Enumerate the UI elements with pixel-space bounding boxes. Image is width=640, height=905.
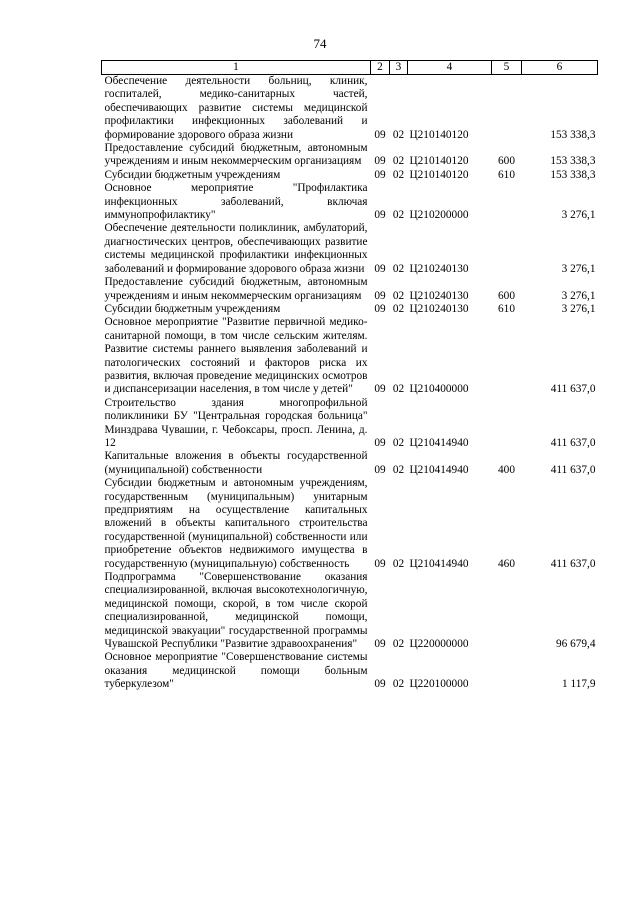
target-article-code: Ц220100000 (409, 678, 469, 691)
amount: 411 637,0 (550, 557, 596, 570)
target-article-code: Ц210140120 (409, 128, 469, 141)
item-name: Предоставление субсидий бюджетным, автономным учреждениям и иным некоммерческим организациям (104, 276, 368, 302)
subsection-code: 02 (392, 557, 405, 570)
table-row (102, 222, 598, 276)
item-name: Строительство здания многопрофильной поликлиники БУ "Центральная городская больница" Минздрава Чувашии, г. Чебоксары, просп. Ленина, д. 12 (104, 396, 368, 449)
subsection-code: 02 (392, 168, 405, 181)
section-code: 09 (374, 383, 386, 396)
expense-type-code (492, 182, 522, 222)
amount: 96 679,4 (555, 638, 596, 651)
item-name: Предоставление субсидий бюджетным, автономным учреждениям и иным некоммерческим организациям (104, 142, 368, 168)
table-row (102, 182, 598, 222)
section-code: 09 (374, 302, 386, 315)
subsection-code: 02 (392, 383, 405, 396)
subsection-code: 02 (392, 289, 405, 302)
item-name: Обеспечение деятельности больниц, клиник, госпиталей, медико-санитарных частей, обеспечивающих развитие системы медицинской профилактики инфекционных заболеваний и формирование здорового образа жизни (104, 75, 368, 141)
amount: 3 276,1 (561, 302, 596, 315)
section-code: 09 (374, 638, 386, 651)
expense-type-code (492, 651, 522, 691)
amount: 411 637,0 (550, 463, 596, 476)
section-code: 09 (374, 289, 386, 302)
item-name: Обеспечение деятельности поликлиник, амбулаторий, диагностических центров, обеспечивающих развитие системы медицинской профилактики инфекционных заболеваний и формирование здорового образа жизни (104, 222, 368, 275)
header-col-4: 4 (408, 61, 492, 75)
target-article-code: Ц210140120 (409, 155, 469, 168)
target-article-code: Ц210140120 (409, 168, 469, 181)
amount: 411 637,0 (550, 383, 596, 396)
header-col-5: 5 (492, 61, 522, 75)
table-row (102, 651, 598, 691)
target-article-code: Ц210200000 (409, 209, 469, 222)
target-article-code: Ц210240130 (409, 289, 469, 302)
header-col-2: 2 (371, 61, 390, 75)
target-article-code: Ц210400000 (409, 383, 469, 396)
expense-type-code: 610 (498, 168, 515, 181)
amount: 153 338,3 (550, 168, 596, 181)
amount: 411 637,0 (550, 436, 596, 449)
table-row (102, 316, 598, 396)
table-row (102, 477, 598, 571)
section-code: 09 (374, 128, 386, 141)
subsection-code: 02 (392, 155, 405, 168)
expense-type-code: 600 (498, 289, 515, 302)
subsection-code: 02 (392, 128, 405, 141)
table-row (102, 397, 598, 451)
table-row (102, 571, 598, 651)
header-col-1: 1 (102, 61, 371, 75)
target-article-code: Ц210240130 (409, 262, 469, 275)
section-code: 09 (374, 678, 386, 691)
subsection-code: 02 (392, 302, 405, 315)
header-col-3: 3 (390, 61, 408, 75)
subsection-code: 02 (392, 262, 405, 275)
table-row (102, 303, 598, 316)
section-code: 09 (374, 209, 386, 222)
item-name: Капитальные вложения в объекты государственной (муниципальной) собственности (104, 450, 368, 476)
subsection-code: 02 (392, 678, 405, 691)
amount: 153 338,3 (550, 155, 596, 168)
item-name: Субсидии бюджетным и автономным учреждениям, государственным (муниципальным) унитарным предприятиям на осуществление капитальных вложений в объекты капитального строительства государственной (муниципальной) собственности или приобретение объектов недвижимого имущества в государственную (муниципальную) собственность (104, 477, 368, 570)
section-code: 09 (374, 557, 386, 570)
expense-type-code: 610 (498, 302, 515, 315)
target-article-code: Ц210414940 (409, 463, 469, 476)
table-row (102, 276, 598, 303)
amount: 3 276,1 (561, 209, 596, 222)
subsection-code: 02 (392, 209, 405, 222)
page-number: 74 (313, 36, 327, 51)
subsection-code: 02 (392, 638, 405, 651)
table-row (102, 169, 598, 182)
section-code: 09 (374, 155, 386, 168)
section-code: 09 (374, 436, 386, 449)
amount: 1 117,9 (562, 678, 596, 691)
section-code: 09 (374, 168, 386, 181)
amount: 153 338,3 (550, 128, 596, 141)
section-code: 09 (374, 262, 386, 275)
subsection-code: 02 (392, 463, 405, 476)
expense-type-code (492, 397, 522, 451)
budget-table (101, 60, 598, 692)
target-article-code: Ц210240130 (409, 302, 469, 315)
expense-type-code (492, 75, 522, 143)
target-article-code: Ц210414940 (409, 436, 469, 449)
header-col-6: 6 (522, 61, 598, 75)
expense-type-code (492, 222, 522, 276)
subsection-code: 02 (392, 436, 405, 449)
item-name: Основное мероприятие "Профилактика инфекционных заболеваний, включая иммунопрофилактику" (104, 182, 368, 222)
item-name: Субсидии бюджетным учреждениям (104, 168, 281, 181)
amount: 3 276,1 (561, 262, 596, 275)
expense-type-code (492, 571, 522, 651)
item-name: Субсидии бюджетным учреждениям (104, 302, 281, 315)
expense-type-code: 400 (498, 463, 515, 476)
expense-type-code: 460 (498, 557, 515, 570)
expense-type-code: 600 (498, 155, 515, 168)
item-name: Основное мероприятие "Совершенствование системы оказания медицинской помощи больным туберкулезом" (104, 651, 368, 691)
target-article-code: Ц220000000 (409, 638, 469, 651)
section-code: 09 (374, 463, 386, 476)
table-row (102, 75, 598, 143)
item-name: Подпрограмма "Совершенствование оказания специализированной, включая высокотехнологичную, медицинской помощи, скорой, в том числе скорой специализированной, медицинской помощи, медицинской эвакуации" государственной программы Чувашской Республики "Развитие здравоохранения" (104, 571, 368, 651)
table-row (102, 142, 598, 169)
header-row (102, 61, 598, 75)
amount: 3 276,1 (561, 289, 596, 302)
item-name: Основное мероприятие "Развитие первичной медико-санитарной помощи, в том числе сельским жителям. Развитие системы раннего выявления заболеваний и патологических состояний и факторов риска их развития, включая проведение медицинских осмотров и диспансеризации населения, в том числе у детей" (104, 316, 368, 396)
target-article-code: Ц210414940 (409, 557, 469, 570)
expense-type-code (492, 316, 522, 396)
table-row (102, 450, 598, 477)
